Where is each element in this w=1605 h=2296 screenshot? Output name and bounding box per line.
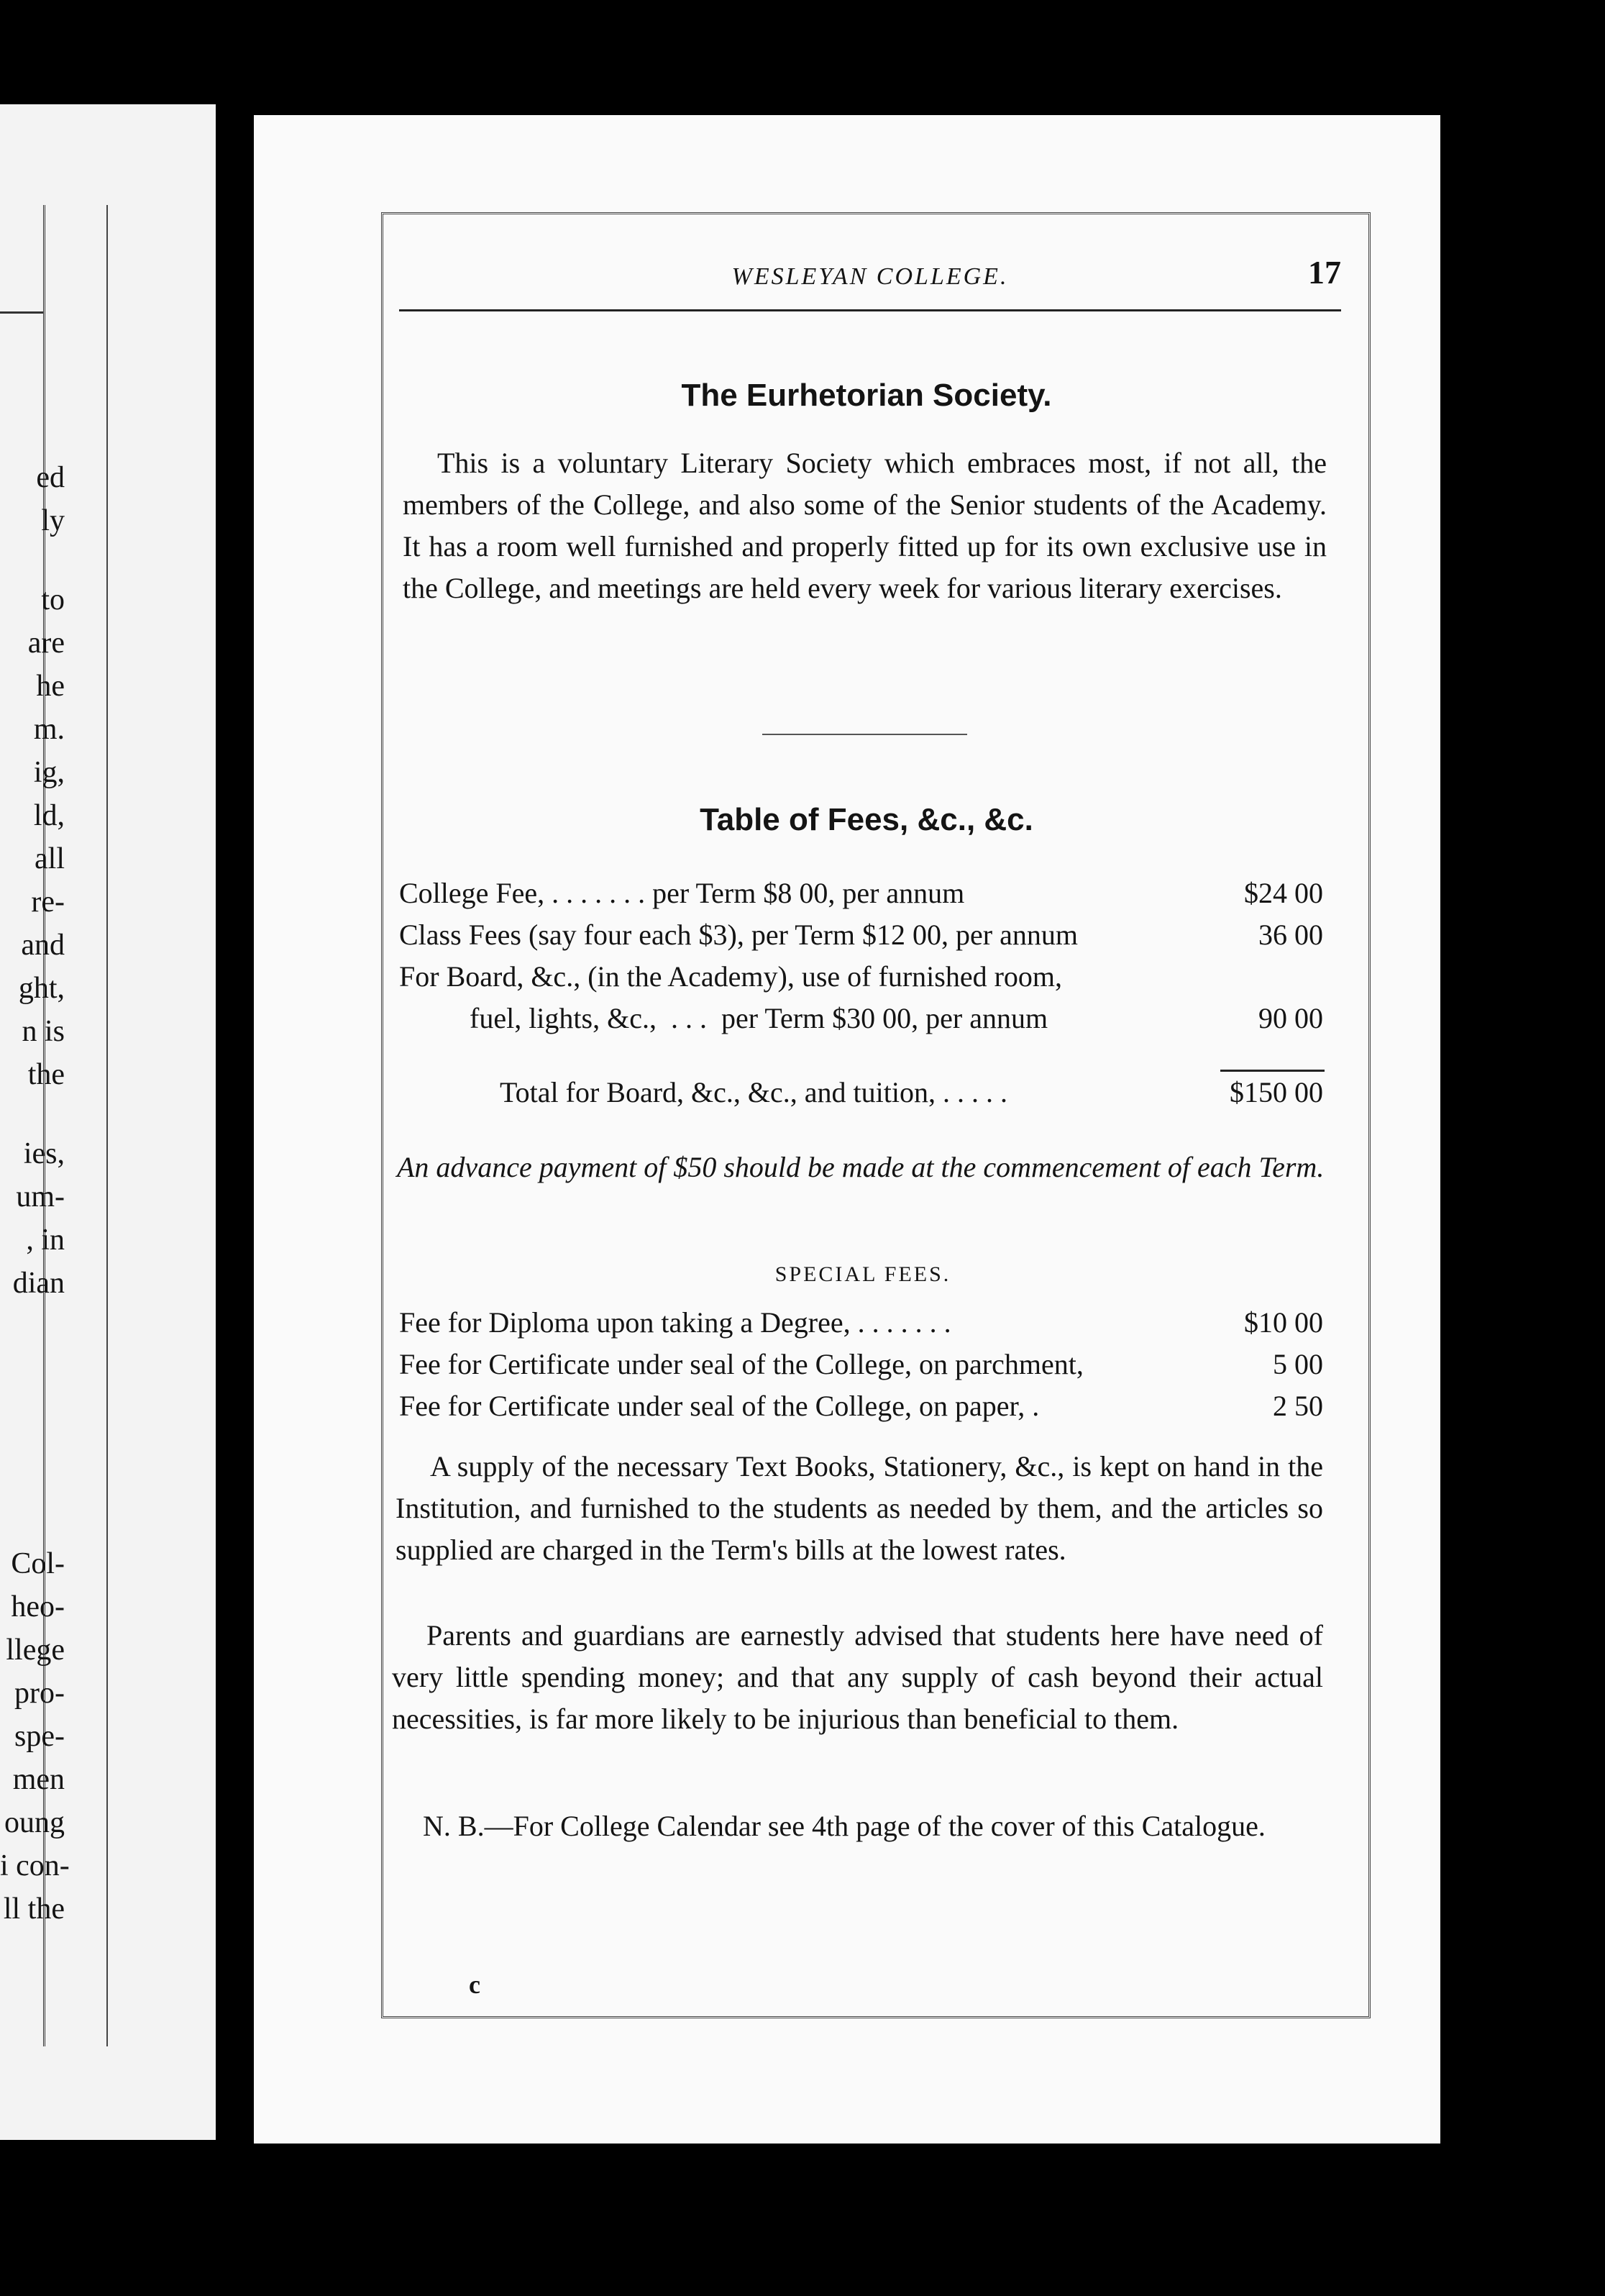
special-fee-amount: 5 00 — [1273, 1348, 1323, 1380]
fee-description: College Fee, . . . . . . . per Term $8 00, per annum — [399, 877, 965, 909]
fee-description: fuel, lights, &c., . . . per Term $30 00, per annum — [434, 1002, 1048, 1034]
left-page-fragment-text: heo- — [11, 1590, 65, 1623]
left-page-head-rule — [0, 311, 43, 314]
left-page-fragment-text: are — [27, 627, 65, 660]
fees-heading: Table of Fees, &c., &c. — [700, 802, 1033, 837]
special-fee-amount: $10 00 — [1244, 1306, 1323, 1339]
left-page-border-inner — [106, 205, 108, 2046]
total-description: Total for Board, &c., &c., and tuition, . . . . . — [500, 1076, 1007, 1108]
fee-row — [399, 960, 1323, 1001]
special-fees-heading: SPECIAL FEES. — [774, 1262, 951, 1286]
fee-amount: 36 00 — [1258, 919, 1323, 951]
left-page-fragment-text: , in — [26, 1224, 65, 1257]
special-fee-amount: 2 50 — [1273, 1390, 1323, 1422]
society-text: This is a voluntary Literary Society which embraces most, if not all, the members of the College, and also some of the Senior students of the Academy. It has a room well furnished and properly fitted up for its own exclusive use in the College, and meetings are held every week for various literary exercises. — [403, 447, 1327, 604]
left-page-fragment-text: Col- — [11, 1547, 65, 1580]
fee-row — [399, 918, 1323, 960]
left-page-fragment-text: um- — [16, 1180, 65, 1213]
fee-description: Class Fees (say four each $3), per Term $12 00, per annum — [399, 919, 1078, 951]
total-amount: $150 00 — [1230, 1076, 1323, 1108]
fee-amount: 90 00 — [1258, 1002, 1323, 1034]
left-page-fragment-text: oung — [4, 1806, 65, 1839]
left-page-fragment-text: and — [21, 929, 65, 962]
left-page-fragment-text: spe- — [14, 1720, 65, 1753]
left-page-fragment-text: ly — [41, 504, 65, 537]
left-page-fragment-text: ll the — [3, 1892, 65, 1926]
left-page-fragment-text: m. — [33, 713, 65, 746]
left-page-fragment-text: all — [35, 842, 65, 875]
supply-text: A supply of the necessary Text Books, Stationery, &c., is kept on hand in the Institution, and furnished to the students as needed by them, and the articles so supplied are charged in the Term's bills at the lowest rates. — [395, 1450, 1323, 1566]
left-page-fragment-text: i con- — [0, 1849, 70, 1882]
signature-mark: c — [469, 1970, 480, 1999]
left-page-fragment-text: ies, — [23, 1137, 65, 1170]
special-fee-row — [399, 1389, 1323, 1431]
left-page-fragment-text: to — [41, 583, 65, 616]
left-page-fragment-text: re- — [31, 885, 65, 919]
society-paragraph — [403, 442, 1327, 609]
special-fee-description: Fee for Certificate under seal of the College, on paper, . — [399, 1390, 1040, 1422]
left-page-fragment-text: ld, — [33, 799, 65, 832]
parents-text: Parents and guardians are earnestly advised that students here have need of very little spending money; and that any supply of cash beyond their actual necessities, is far more likely to be injurious than beneficial to them. — [392, 1619, 1323, 1735]
fee-amount: $24 00 — [1244, 877, 1323, 909]
nb-paragraph — [388, 1805, 1323, 1847]
special-fee-row — [399, 1347, 1323, 1389]
left-page-fragment-text: n is — [22, 1015, 65, 1048]
page-number: 17 — [1308, 254, 1341, 291]
total-row — [399, 1075, 1323, 1117]
parents-paragraph — [392, 1615, 1323, 1740]
supply-paragraph — [395, 1446, 1323, 1571]
fee-row — [399, 876, 1323, 918]
total-rule — [1220, 1070, 1325, 1072]
left-page-fragment-text: the — [27, 1058, 65, 1091]
left-page-fragment-text: men — [12, 1763, 65, 1796]
running-title: WESLEYAN COLLEGE. — [731, 263, 1009, 290]
nb-text: N. B.—For College Calendar see 4th page of the cover of this Catalogue. — [423, 1810, 1266, 1842]
fee-row — [399, 1001, 1323, 1043]
special-fee-description: Fee for Diploma upon taking a Degree, . . . . . . . — [399, 1306, 951, 1339]
left-page-fragment-text: ed — [36, 461, 65, 494]
left-page-fragment-text: ig, — [33, 756, 65, 789]
section-divider — [762, 734, 967, 735]
left-page-fragment-text: dian — [12, 1267, 65, 1300]
special-fee-description: Fee for Certificate under seal of the College, on parchment, — [399, 1348, 1084, 1380]
left-page-fragment-text: he — [36, 670, 65, 703]
left-page-fragment-text: pro- — [14, 1677, 65, 1710]
advance-payment-note: An advance payment of $50 should be made at the commencement of each Term. — [397, 1151, 1325, 1183]
running-head — [399, 254, 1341, 311]
left-page-fragment-text: llege — [6, 1634, 65, 1667]
society-heading: The Eurhetorian Society. — [681, 378, 1052, 413]
special-fee-row — [399, 1306, 1323, 1347]
left-page-fragment-text: ght, — [18, 972, 65, 1005]
fee-description: For Board, &c., (in the Academy), use of furnished room, — [399, 960, 1063, 993]
